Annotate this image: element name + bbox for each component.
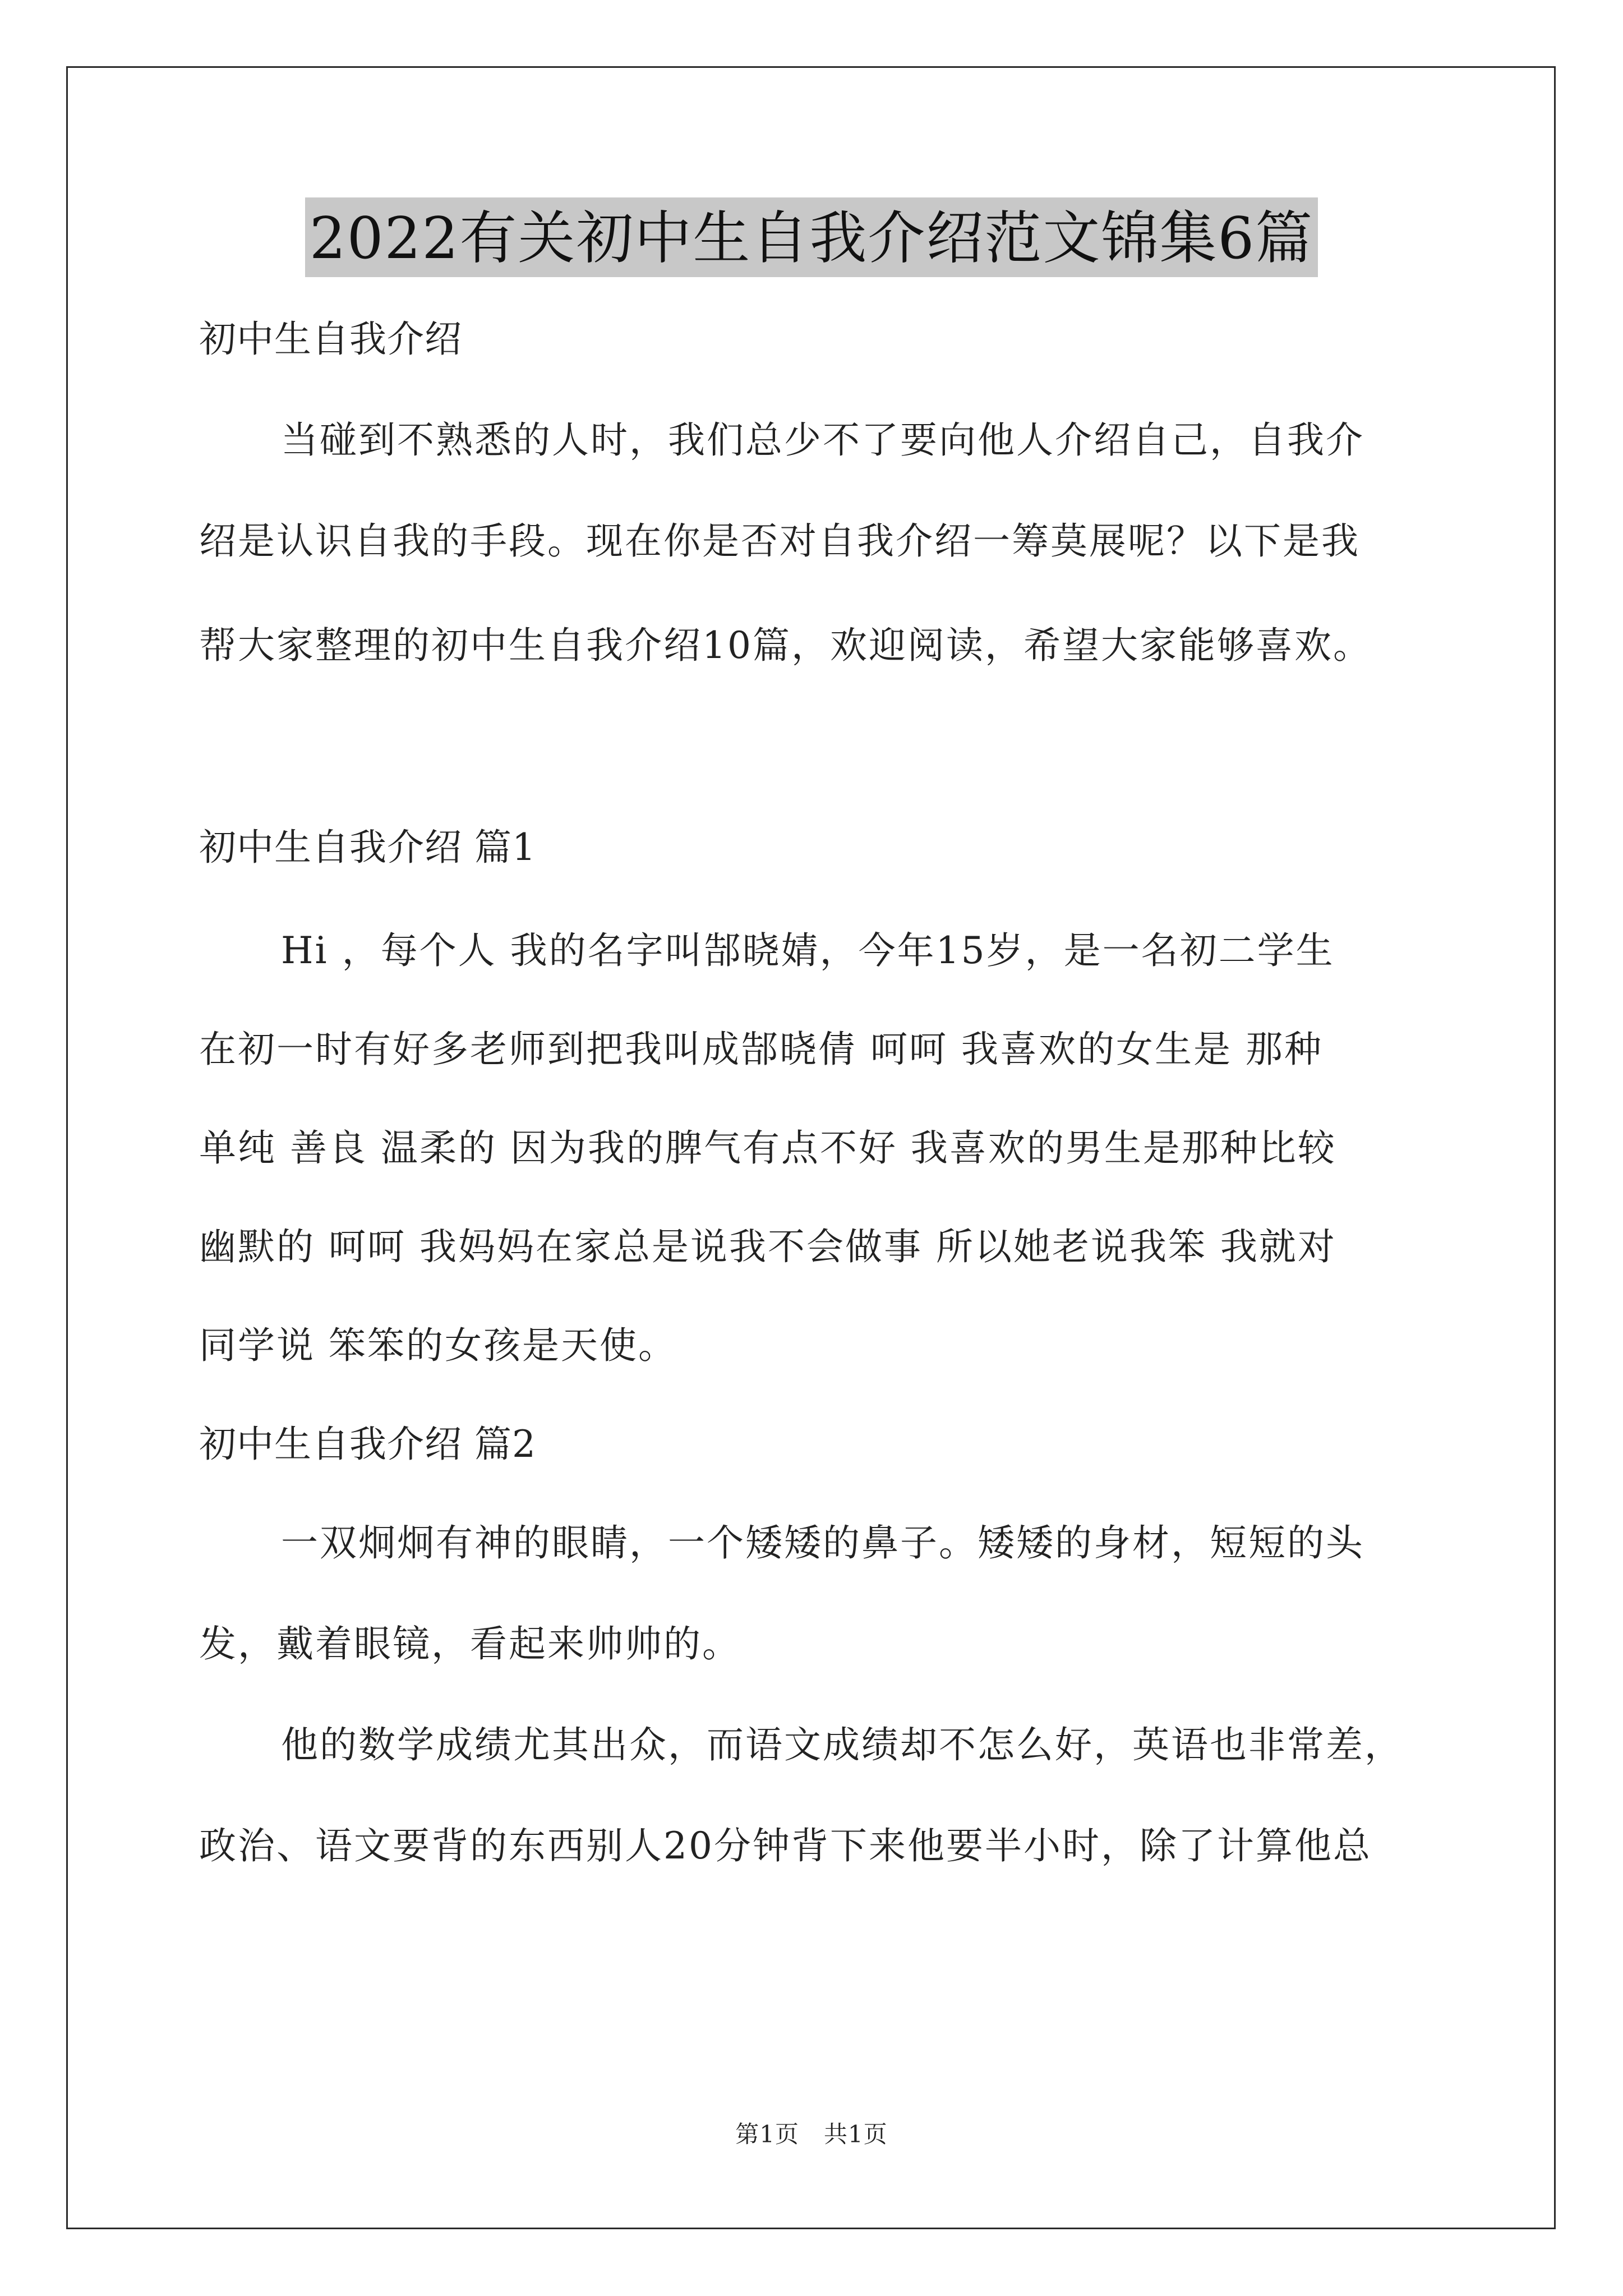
document-title: 2022有关初中生自我介绍范文锦集6篇: [305, 197, 1318, 277]
intro-line-2: 绍是认识自我的手段。现在你是否对自我介绍一筹莫展呢？以下是我: [199, 519, 1360, 563]
page-total: 共1页: [824, 2120, 888, 2148]
page-number: 第1页: [735, 2120, 799, 2148]
title-wrap: [0, 197, 1623, 277]
section1-line-5: 同学说 笨笨的女孩是天使。: [199, 1324, 677, 1367]
intro-line-1: 当碰到不熟悉的人时，我们总少不了要向他人介绍自己，自我介: [281, 418, 1364, 462]
section2-para2-line-2: 政治、语文要背的东西别人20分钟背下来他要半小时，除了计算他总: [199, 1824, 1372, 1867]
section1-heading: 初中生自我介绍 篇1: [199, 826, 536, 869]
section1-line-2: 在初一时有好多老师到把我叫成郜晓倩 呵呵 我喜欢的女生是 那种: [199, 1028, 1323, 1071]
intro-line-3: 帮大家整理的初中生自我介绍10篇，欢迎阅读，希望大家能够喜欢。: [199, 624, 1372, 667]
section2-para1-line-2: 发，戴着眼镜，看起来帅帅的。: [199, 1622, 741, 1665]
section1-line-1: Hi ，每个人 我的名字叫郜晓婧，今年15岁，是一名初二学生: [281, 929, 1335, 972]
section2-heading: 初中生自我介绍 篇2: [199, 1423, 536, 1466]
section2-para1-line-1: 一双炯炯有神的眼睛，一个矮矮的鼻子。矮矮的身材，短短的头: [281, 1521, 1364, 1565]
section1-line-3: 单纯 善良 温柔的 因为我的脾气有点不好 我喜欢的男生是那种比较: [199, 1126, 1336, 1170]
page-footer: [0, 2116, 1623, 2150]
section2-para2-line-1: 他的数学成绩尤其出众，而语文成绩却不怎么好，英语也非常差，: [281, 1723, 1403, 1766]
section1-line-4: 幽默的 呵呵 我妈妈在家总是说我不会做事 所以她老说我笨 我就对: [199, 1225, 1336, 1268]
document-body: [199, 314, 1427, 1871]
intro-heading: 初中生自我介绍: [199, 318, 462, 361]
